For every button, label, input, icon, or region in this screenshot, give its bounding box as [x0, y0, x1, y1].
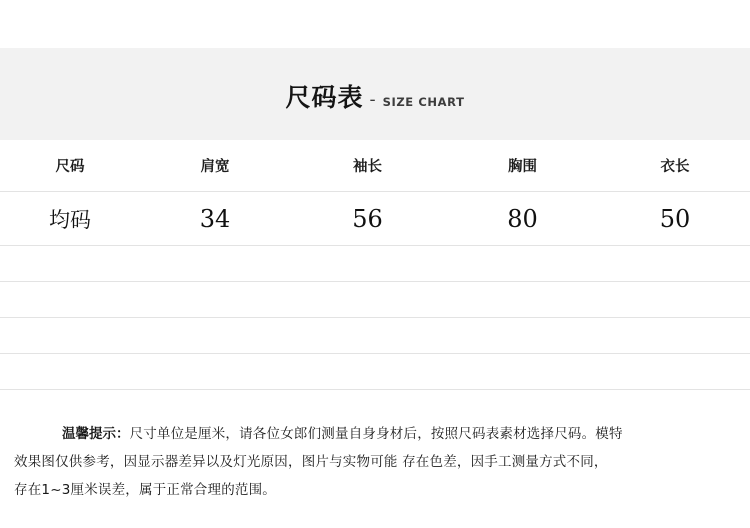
- size-table: [0, 140, 750, 390]
- table-row-empty: [0, 318, 750, 354]
- cell-length: 50: [659, 204, 691, 233]
- table-row-empty: [0, 246, 750, 282]
- column-header-size: 尺码: [55, 159, 85, 175]
- table-row: [0, 192, 750, 246]
- cell-sleeve: 56: [352, 204, 383, 233]
- column-header-length: 衣长: [660, 159, 690, 175]
- note-line-1: 尺寸单位是厘米，请各位女郎们测量自身身材后，按照尺码表素材选择尺码。模特: [129, 426, 623, 442]
- size-chart-header: [0, 48, 750, 140]
- column-header-sleeve: 袖长: [353, 159, 382, 175]
- note-label: 温馨提示：: [62, 426, 130, 442]
- size-note: [14, 420, 736, 504]
- title-separator: -: [369, 90, 376, 110]
- page-title: 尺码表: [285, 83, 364, 112]
- table-row-empty: [0, 354, 750, 390]
- note-line-3: 存在1~3厘米误差，属于正常合理的范围。: [14, 482, 276, 498]
- table-header-row: [0, 140, 750, 192]
- page-subtitle: SIZE CHART: [382, 95, 465, 109]
- column-header-shoulder: 肩宽: [200, 159, 230, 175]
- column-header-bust: 胸围: [508, 159, 537, 175]
- table-row-empty: [0, 282, 750, 318]
- title-wrap: [285, 78, 464, 114]
- cell-shoulder: 34: [199, 204, 231, 233]
- cell-size: 均码: [49, 207, 91, 232]
- cell-bust: 80: [507, 204, 538, 233]
- note-line-2: 效果图仅供参考，因显示器差异以及灯光原因，图片与实物可能 存在色差，因手工测量方式不同，: [14, 454, 608, 470]
